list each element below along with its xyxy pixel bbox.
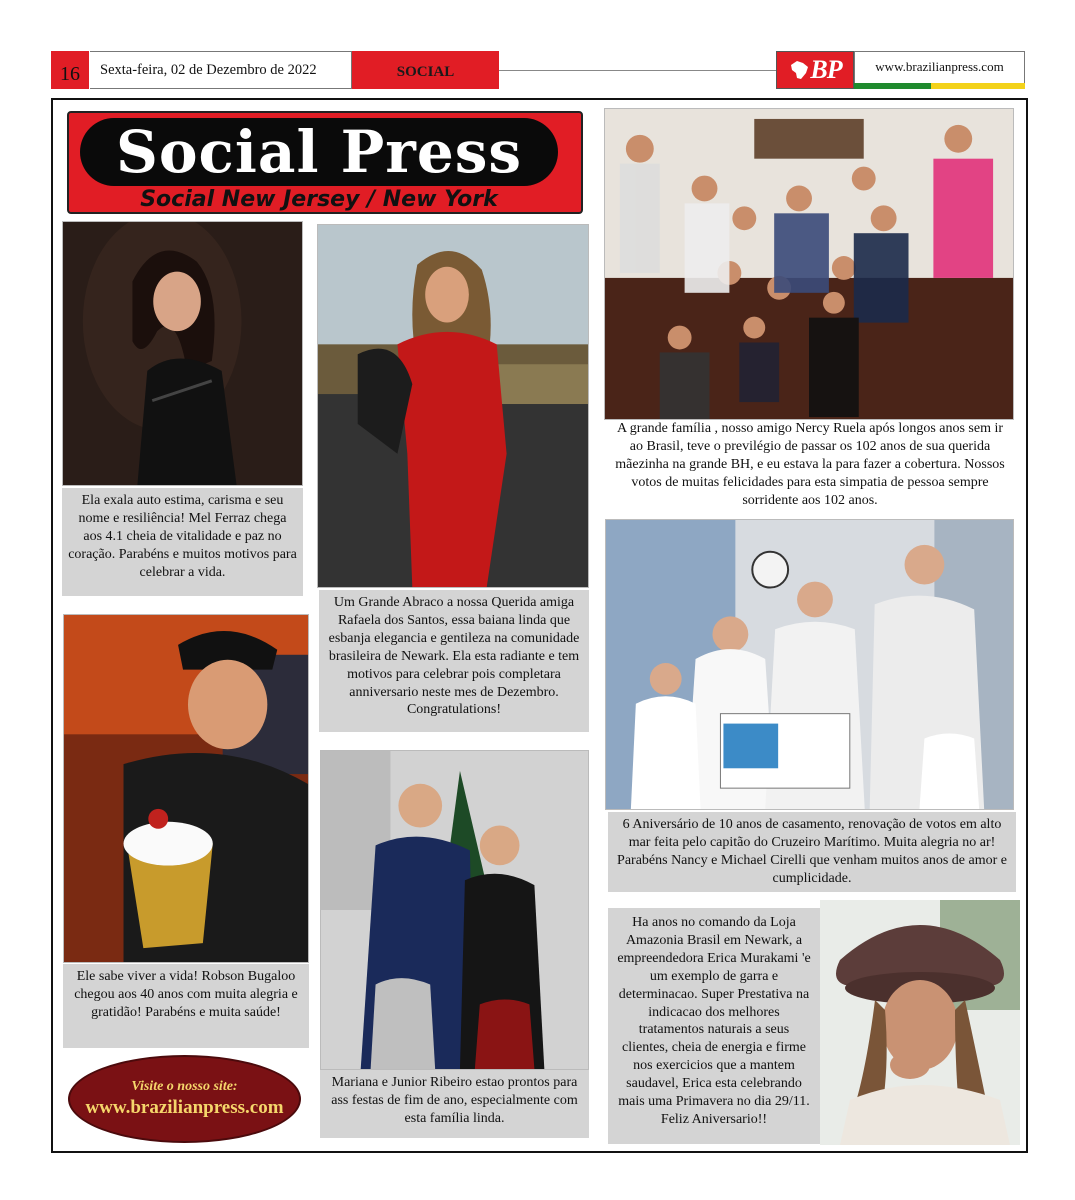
photo-ribeiro (320, 750, 589, 1070)
header-divider (499, 70, 776, 71)
caption-rafaela: Um Grande Abraco a nossa Querida amiga Rafaela dos Santos, essa baiana linda que esbanja elegancia e gentileza na comunidade brasileira de Newark. Ela esta radiante e tem motivos para celebrar pois completara anniversario neste mes de Dezembro. Congratulations! (319, 590, 589, 732)
brazilian-press-logo (776, 51, 854, 89)
caption-ribeiro: Mariana e Junior Ribeiro estao prontos para ass festas de fim de ano, especialmente com esta família linda. (320, 1070, 589, 1138)
section-label: SOCIAL (352, 51, 499, 89)
issue-date: Sexta-feira, 02 de Dezembro de 2022 (90, 51, 352, 89)
photo-mel-ferraz (62, 221, 303, 486)
visite-url[interactable]: www.brazilianpress.com (85, 1097, 284, 1118)
caption-mel-ferraz: Ela exala auto estima, carisma e seu nome e resiliência! Mel Ferraz chega aos 4.1 cheia de vitalidade e paz no coração. Parabéns e muitos motivos para celebrar a vida. (62, 488, 303, 596)
masthead-title: Social Press (80, 118, 558, 186)
masthead-subtitle: Social New Jersey / New York (140, 186, 498, 212)
caption-erica: Ha anos no comando da Loja Amazonia Brasil em Newark, a empreendedora Erica Murakami 'e um exemplo de garra e determinacao. Super Prestativa na indicacao dos melhores tratamentos naturais a seus clientes, cheia de energia e firme nos exercicios que a mantem saudavel, Erica esta celebrando mais uma Primavera no dia 29/11. Feliz Aniversario!! (608, 908, 820, 1144)
caption-familia-ruela: A grande família , nosso amigo Nercy Ruela após longos anos sem ir ao Brasil, teve o previlégio de passar os 102 anos de sua querida mãezinha na grande BH, e eu estava la para fazer a cobertura. Nossos votos de muitas felicidades para esta simpatia de pessoa sempre sorridente aos 102 anos. (604, 420, 1016, 512)
photo-familia-ruela (604, 108, 1014, 420)
visite-site-badge[interactable] (68, 1055, 301, 1143)
page-number: 16 (51, 51, 89, 89)
logo-text: BP (810, 55, 842, 84)
photo-erica (820, 900, 1020, 1145)
website-url[interactable]: www.brazilianpress.com (854, 51, 1025, 89)
brazil-map-icon (788, 59, 810, 81)
photo-cirelli (605, 519, 1014, 810)
caption-robson: Ele sabe viver a vida! Robson Bugaloo chegou aos 40 anos com muita alegria e gratidão! Parabéns e muita saúde! (63, 964, 309, 1048)
flag-stripe (854, 83, 1025, 89)
visite-label: Visite o nosso site: (131, 1079, 238, 1094)
photo-robson (63, 614, 309, 963)
photo-rafaela (317, 224, 589, 588)
caption-cirelli: 6 Aniversário de 10 anos de casamento, renovação de votos em alto mar feita pelo capitão do Cruzeiro Marítimo. Muita alegria no ar! Parabéns Nancy e Michael Cirelli que venham muitos anos de amor e cumplicidade. (608, 812, 1016, 892)
